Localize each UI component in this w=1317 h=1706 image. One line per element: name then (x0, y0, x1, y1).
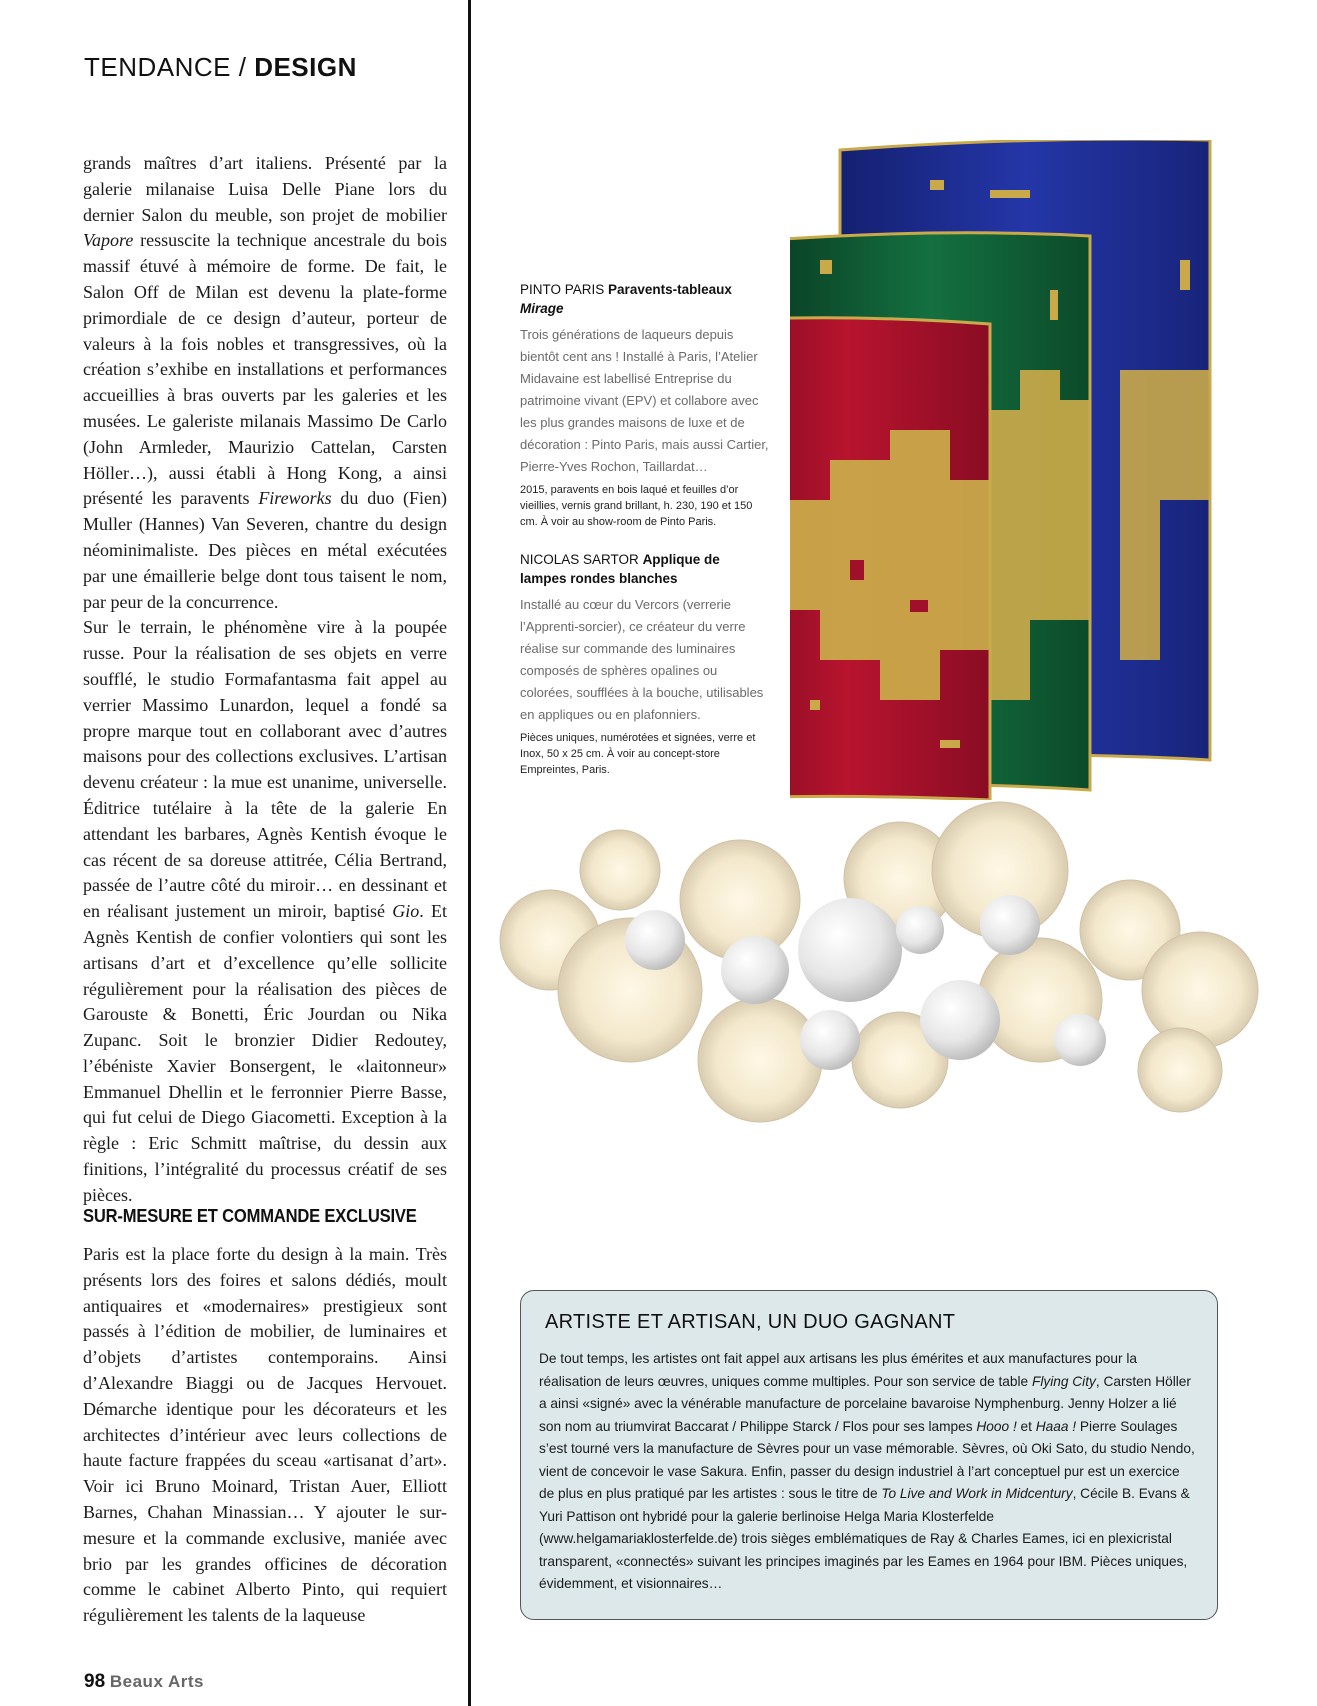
caption-body: Installé au cœur du Vercors (verrerie l’Apprenti-sorcier), ce créateur du verre réalise sur commande des luminaires composés de sphères opalines ou colorées, soufflées à la bouche, utilisables en appliques ou en plafonniers. (520, 597, 764, 722)
article-column-1 (83, 151, 447, 1209)
caption-pinto-paris (520, 280, 770, 530)
text-run: De tout temps, les artistes ont fait appel aux artisans les plus émérites et aux manufactures pour la réalisation de leurs œuvres, uniques comme multiples. Pour son service de table (539, 1351, 1137, 1389)
text-run: et (1016, 1418, 1036, 1434)
text-run: Pierre Soulages s’est tourné vers la manufacture de Sèvres pour un vase mémorable. Sèvres, où Oki Sato, du studio Nendo, vient de concevoir le vase Sakura. Enfin, passer du design industriel à l’art conceptuel pur est un exercice de plus en plus pratiqué par les artistes : sous le titre de (539, 1418, 1195, 1501)
caption-object: Paravents-tableaux (608, 282, 732, 297)
text-run: grands maîtres d’art italiens. Présenté par la galerie milanaise Luisa Delle Piane lors du dernier Salon du meuble, son projet de mobilier (83, 153, 447, 225)
caption-details: Pièces uniques, numérotées et signées, verre et Inox, 50 x 25 cm. À voir au concept-store Empreintes, Paris. (520, 732, 756, 776)
caption-nicolas-sartor (520, 550, 770, 778)
caption-model: Mirage (520, 301, 564, 316)
text-run: du duo (Fien) Muller (Hannes) Van Severen, chantre du design néominimaliste. Des pièces en métal exécutées par une émaillerie belge dont tous taisent le nom, par peur de la concurrence. (83, 488, 447, 612)
work-title: Haaa ! (1035, 1418, 1077, 1434)
article-column-2 (83, 1242, 447, 1629)
caption-details: 2015, paravents en bois laqué et feuilles d’or vieillies, vernis grand brillant, h. 230, 190 et 150 cm. À voir au show-room de Pinto Paris. (520, 484, 753, 528)
paragraph (83, 615, 447, 1208)
text-run: . Et Agnès Kentish de confier volontiers qui sont les artisans d’art et d’excellence qu’elle sollicite régulièrement pour la réalisation des pièces de Garouste & Bonetti, Éric Jourdan ou Nika Zupanc. Soit le bronzier Didier Redoutey, l’ébéniste Xavier Bonsergent, le «laitonneur» Emmanuel Dhellin et le ferronnier Pierre Basse, qui fut celui de Diego Giacometti. Exception à la règle : Eric Schmitt maîtrise, du dessin aux finitions, l’intégralité du processus créatif de ses pièces. (83, 901, 448, 1205)
rubric-section: TENDANCE (84, 52, 232, 82)
paragraph: Paris est la place forte du design à la main. Très présents lors des foires et salons dédiés, moult antiquaires et «modernaires» prestigieux sont passés à l’édition de mobilier, de luminaires et d’objets d’artistes contemporains. Ainsi d’Alexandre Biaggi ou de Jacques Hervouet. Démarche identique pour les décorateurs et les architectes d’intérieur avec leurs collections de haute facture frappées du sceau «artisanat d’art». Voir ici Bruno Moinard, Tristan Auer, Elliott Barnes, Chahan Minassian… Y ajouter le sur-mesure et la commande exclusive, maniée avec brio par les grandes officines de décoration comme le cabinet Alberto Pinto, qui requiert régulièrement les talents de la laqueuse (83, 1244, 447, 1626)
text-run: , Carsten Höller a ainsi «signé» avec la vénérable manufacture de porcelaine bavaroise Nymphenburg. Jenny Holzer a lié son nom au triumvirat Baccarat / Philippe Starck / Flos pour ses lampes (539, 1373, 1191, 1434)
column-divider (468, 0, 471, 1706)
magazine-name: Beaux Arts (109, 1672, 205, 1691)
work-title: Vapore (83, 230, 134, 251)
lacquered-screens-photo (790, 140, 1220, 800)
page-number: 98 (84, 1671, 106, 1692)
caption-body: Trois générations de laqueurs depuis bientôt cent ans ! Installé à Paris, l’Atelier Midavaine est labellisé Entreprise du patrimoine vivant (EPV) et collabore avec les plus grandes maisons de luxe et de décoration : Pinto Paris, mais aussi Cartier, Pierre-Yves Rochon, Taillardat… (520, 327, 769, 474)
work-title: Flying City (1031, 1373, 1096, 1389)
work-title: Hooo ! (976, 1418, 1017, 1434)
rubric-topic: DESIGN (254, 52, 357, 82)
caption-title (520, 550, 770, 588)
text-run: ressuscite la technique ancestrale du bois massif étuvé à mémoire de forme. De fait, le Salon Off de Milan est devenu la plate-forme primordiale de ce design d’auteur, porteur de valeurs à la fois nobles et transgressives, où la création s’exhibe en installations et performances accueillies à bras ouverts par les galeries et les musées. Le galeriste milanais Massimo De Carlo (John Armleder, Maurizio Cattelan, Carsten Höller…), aussi établi à Hong Kong, a ainsi présenté les paravents (83, 230, 447, 509)
section-subheading: SUR-MESURE ET COMMANDE EXCLUSIVE (83, 1206, 417, 1226)
caption-title (520, 280, 770, 318)
work-title: To Live and Work in Midcentury (881, 1486, 1073, 1501)
rubric-header (84, 52, 357, 83)
page-footer (84, 1671, 204, 1693)
box-text (539, 1348, 1195, 1596)
caption-object: Applique de lampes rondes blanches (520, 552, 720, 586)
paragraph (83, 151, 447, 615)
caption-brand: PINTO PARIS (520, 282, 605, 297)
opaline-spheres-photo (480, 800, 1300, 1130)
text-run: , Cécile B. Evans & Yuri Pattison ont hybridé pour la galerie berlinoise Helga Maria Klosterfelde (www.helgamariaklosterfelde.de) trois sièges emblématiques de Ray & Charles Eames, ici en plexicristal transparent, «connectés» suivant les principes imaginés par les Eames en 1964 pour IBM. Pièces uniques, évidemment, et visionnaires… (539, 1486, 1190, 1591)
work-title: Gio (392, 901, 420, 922)
work-title: Fireworks (258, 488, 332, 509)
text-run: Sur le terrain, le phénomène vire à la poupée russe. Pour la réalisation de ses objets en verre soufflé, le studio Formafantasma fait appel au verrier Massimo Lunardon, lequel a fondé sa propre marque tout en collaborant avec d’autres maisons pour des collections exclusives. L’artisan devenu créateur : la mue est unanime, universelle. Éditrice tutélaire à la tête de la galerie En attendant les barbares, Agnès Kentish évoque le cas récent de sa doreuse attitrée, Célia Bertrand, passée de l’autre côté du miroir… en dessinant et en réalisant justement un miroir, baptisé (83, 617, 447, 922)
caption-brand: NICOLAS SARTOR (520, 552, 639, 567)
rubric-separator: / (231, 52, 255, 82)
sidebar-box (520, 1290, 1218, 1620)
box-title: ARTISTE ET ARTISAN, UN DUO GAGNANT (545, 1311, 956, 1333)
